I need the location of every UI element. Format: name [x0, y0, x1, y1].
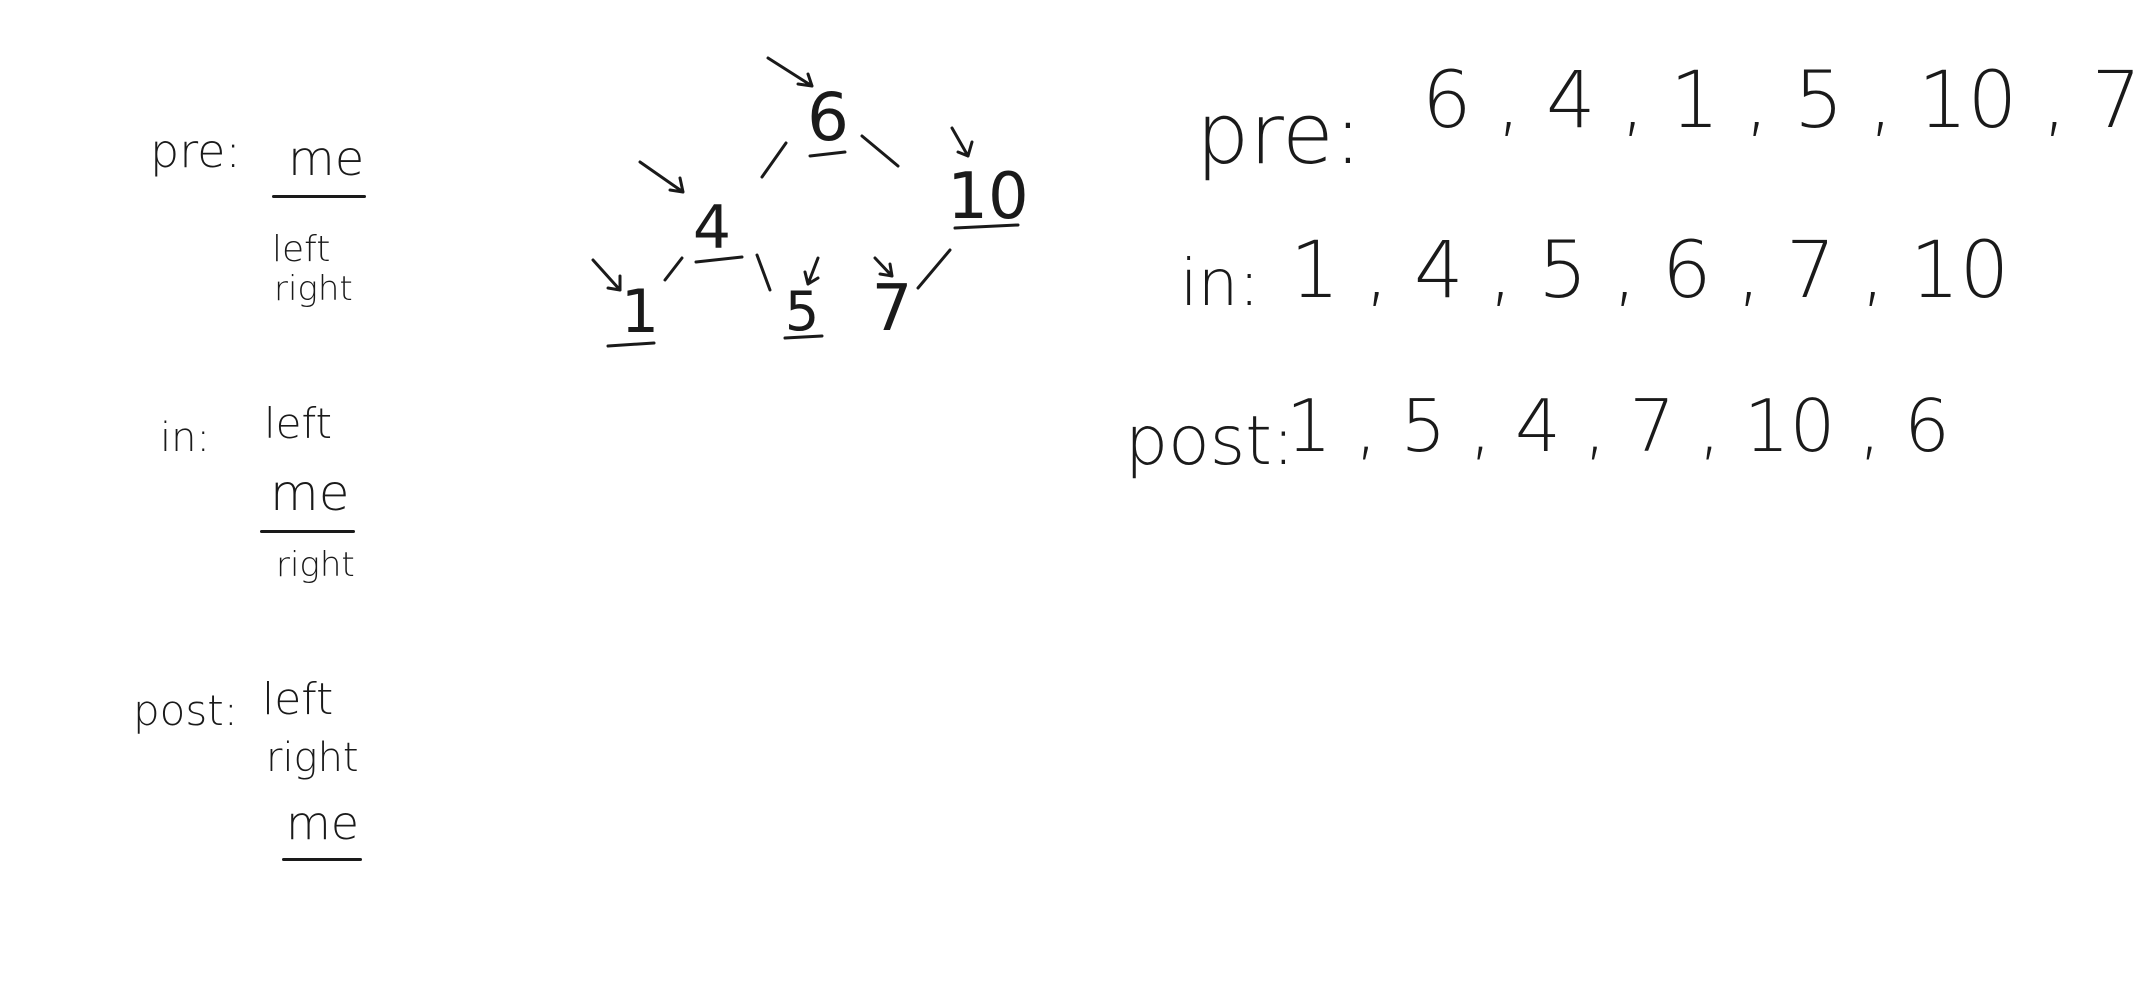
edge-6-10	[862, 136, 898, 166]
traversal-post-label: post:	[1125, 402, 1295, 481]
rule-pre-line-2: left	[272, 229, 331, 270]
edge-4-5	[757, 255, 770, 290]
traversal-post-sequence: 1 , 5 , 4 , 7 , 10 , 6	[1286, 384, 1950, 468]
node-6: 6	[807, 79, 849, 156]
traversal-in-label: in:	[1180, 247, 1260, 321]
arrow-to-10	[952, 128, 972, 156]
node-7: 7	[871, 272, 913, 346]
rule-post-line-3: me	[286, 796, 360, 850]
traversal-in-sequence: 1 , 4 , 5 , 6 , 7 , 10	[1290, 226, 2010, 316]
traversal-pre-label: pre:	[1196, 85, 1362, 183]
edge-4-1	[665, 258, 682, 280]
edge-6-4	[762, 143, 786, 177]
rule-in-label: in:	[160, 415, 210, 461]
arrow-to-1	[593, 260, 620, 290]
node-5: 5	[784, 280, 820, 343]
node-10: 10	[947, 160, 1029, 234]
rule-in-line-3: right	[276, 545, 355, 585]
rule-post-line-2: right	[266, 735, 359, 781]
rule-pre-line-3: right	[274, 269, 353, 309]
traversal-pre-sequence: 6 , 4 , 1 , 5 , 10 , 7	[1422, 56, 2141, 146]
rule-pre-line-1: me	[288, 131, 365, 187]
arrow-to-6	[768, 58, 812, 86]
edge-10-7	[918, 250, 950, 288]
node-4: 4	[692, 193, 732, 263]
rule-in-line-2: me	[270, 464, 350, 522]
node-1: 1	[620, 277, 660, 347]
rule-post-line-1: left	[262, 674, 334, 725]
arrow-to-4	[640, 162, 683, 192]
rule-post-label: post:	[133, 686, 238, 735]
rule-pre-label: pre:	[150, 124, 241, 178]
rule-in-line-1: left	[264, 399, 333, 448]
